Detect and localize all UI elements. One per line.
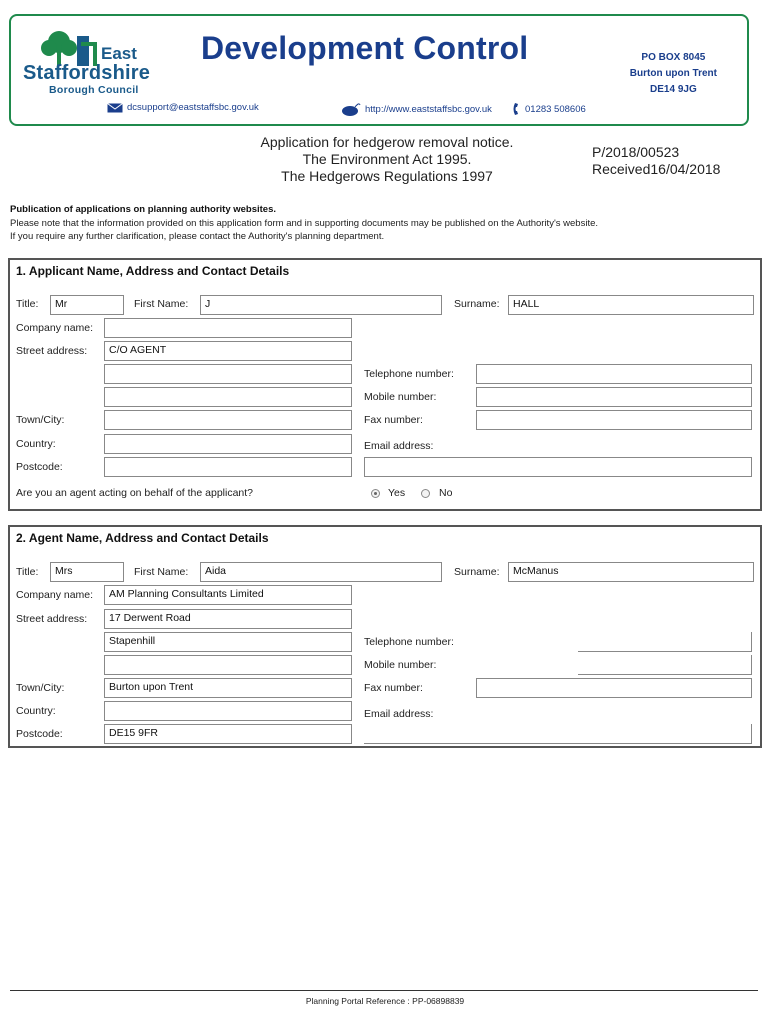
website-contact xyxy=(341,102,492,116)
title-label: Title: xyxy=(16,298,39,310)
contact-email[interactable]: dcsupport@eaststaffsbc.gov.uk xyxy=(127,102,259,113)
applicant-postcode-field[interactable] xyxy=(104,457,352,477)
applicant-telephone-field[interactable] xyxy=(476,364,752,384)
mouse-icon xyxy=(341,102,361,116)
publication-note: If you require any further clarification, please contact the Authority's planning department. xyxy=(10,231,385,242)
applicant-street-field-3[interactable] xyxy=(104,387,352,407)
agent-surname-field[interactable]: McManus xyxy=(508,562,754,582)
envelope-icon xyxy=(107,103,123,113)
page-title: Development Control xyxy=(201,30,529,66)
applicant-town-field[interactable] xyxy=(104,410,352,430)
agent-section xyxy=(8,525,762,748)
phone-icon xyxy=(513,102,521,116)
street-label: Street address: xyxy=(16,345,88,357)
agent-postcode-field[interactable]: DE15 9FR xyxy=(104,724,352,744)
mobile-label: Mobile number: xyxy=(364,391,437,403)
applicant-country-field[interactable] xyxy=(104,434,352,454)
phone-contact xyxy=(513,102,586,116)
header-banner xyxy=(9,14,749,126)
agent-question: Are you an agent acting on behalf of the applicant? xyxy=(16,487,254,499)
application-reference xyxy=(592,144,720,178)
mobile-label: Mobile number: xyxy=(364,659,437,671)
applicant-street-field[interactable]: C/O AGENT xyxy=(104,341,352,361)
yes-label: Yes xyxy=(388,487,406,499)
section-heading: 2. Agent Name, Address and Contact Details xyxy=(16,531,269,545)
intro-line: The Environment Act 1995. xyxy=(302,151,472,167)
agent-town-field[interactable]: Burton upon Trent xyxy=(104,678,352,698)
intro-line: The Hedgerows Regulations 1997 xyxy=(281,168,493,184)
logo-borough-text: Borough Council xyxy=(49,84,139,96)
publication-heading: Publication of applications on planning authority websites. xyxy=(10,204,277,215)
agent-no-radio[interactable] xyxy=(421,489,430,498)
company-label: Company name: xyxy=(16,322,94,334)
address-line: Burton upon Trent xyxy=(629,68,717,79)
form-intro xyxy=(232,134,542,185)
agent-fax-field[interactable] xyxy=(476,678,752,698)
agent-street-field-2[interactable]: Stapenhill xyxy=(104,632,352,652)
agent-street-field[interactable]: 17 Derwent Road xyxy=(104,609,352,629)
logo-staffordshire-text: Staffordshire xyxy=(23,62,151,84)
address-line: PO BOX 8045 xyxy=(641,52,706,63)
applicant-company-field[interactable] xyxy=(104,318,352,338)
agent-first-name-field[interactable]: Aida xyxy=(200,562,442,582)
email-label: Email address: xyxy=(364,708,434,720)
intro-line: Application for hedgerow removal notice. xyxy=(260,134,514,150)
fax-label: Fax number: xyxy=(364,414,423,426)
applicant-fax-field[interactable] xyxy=(476,410,752,430)
street-label: Street address: xyxy=(16,613,88,625)
contact-website[interactable]: http://www.eaststaffsbc.gov.uk xyxy=(365,103,492,115)
first-name-label: First Name: xyxy=(134,566,189,578)
reference-number: P/2018/00523 xyxy=(592,144,680,160)
postcode-label: Postcode: xyxy=(16,461,63,473)
surname-label: Surname: xyxy=(454,566,500,578)
first-name-label: First Name: xyxy=(134,298,189,310)
agent-country-field[interactable] xyxy=(104,701,352,721)
applicant-section xyxy=(8,258,762,511)
email-contact xyxy=(107,102,259,113)
title-label: Title: xyxy=(16,566,39,578)
applicant-mobile-field[interactable] xyxy=(476,387,752,407)
agent-email-field[interactable] xyxy=(364,724,752,744)
agent-company-field[interactable]: AM Planning Consultants Limited xyxy=(104,585,352,605)
contact-phone: 01283 508606 xyxy=(525,103,586,115)
fax-label: Fax number: xyxy=(364,682,423,694)
council-logo xyxy=(23,28,173,98)
applicant-email-field[interactable] xyxy=(364,457,752,477)
footer-reference: Planning Portal Reference : PP-06898839 xyxy=(305,996,465,1006)
address-line: DE14 9JG xyxy=(650,84,697,95)
agent-telephone-field[interactable] xyxy=(578,632,752,652)
company-label: Company name: xyxy=(16,589,94,601)
agent-yes-radio[interactable] xyxy=(371,489,380,498)
agent-mobile-field[interactable] xyxy=(578,655,752,675)
applicant-first-name-field[interactable]: J xyxy=(200,295,442,315)
agent-street-field-3[interactable] xyxy=(104,655,352,675)
postal-address xyxy=(630,50,717,98)
postcode-label: Postcode: xyxy=(16,728,63,740)
logo-east-text: East xyxy=(101,44,137,63)
telephone-label: Telephone number: xyxy=(364,368,454,380)
country-label: Country: xyxy=(16,438,56,450)
surname-label: Surname: xyxy=(454,298,500,310)
applicant-street-field-2[interactable] xyxy=(104,364,352,384)
applicant-surname-field[interactable]: HALL xyxy=(508,295,754,315)
no-label: No xyxy=(439,487,453,499)
email-label: Email address: xyxy=(364,440,434,452)
town-label: Town/City: xyxy=(16,414,65,426)
applicant-title-field[interactable]: Mr xyxy=(50,295,124,315)
publication-note: Please note that the information provided on this application form and in supporting documents may be published on the Authority's website. xyxy=(10,218,599,229)
agent-title-field[interactable]: Mrs xyxy=(50,562,124,582)
section-heading: 1. Applicant Name, Address and Contact Details xyxy=(16,264,290,278)
country-label: Country: xyxy=(16,705,56,717)
received-date: Received16/04/2018 xyxy=(592,161,721,177)
telephone-label: Telephone number: xyxy=(364,636,454,648)
footer-divider xyxy=(10,990,758,991)
town-label: Town/City: xyxy=(16,682,65,694)
